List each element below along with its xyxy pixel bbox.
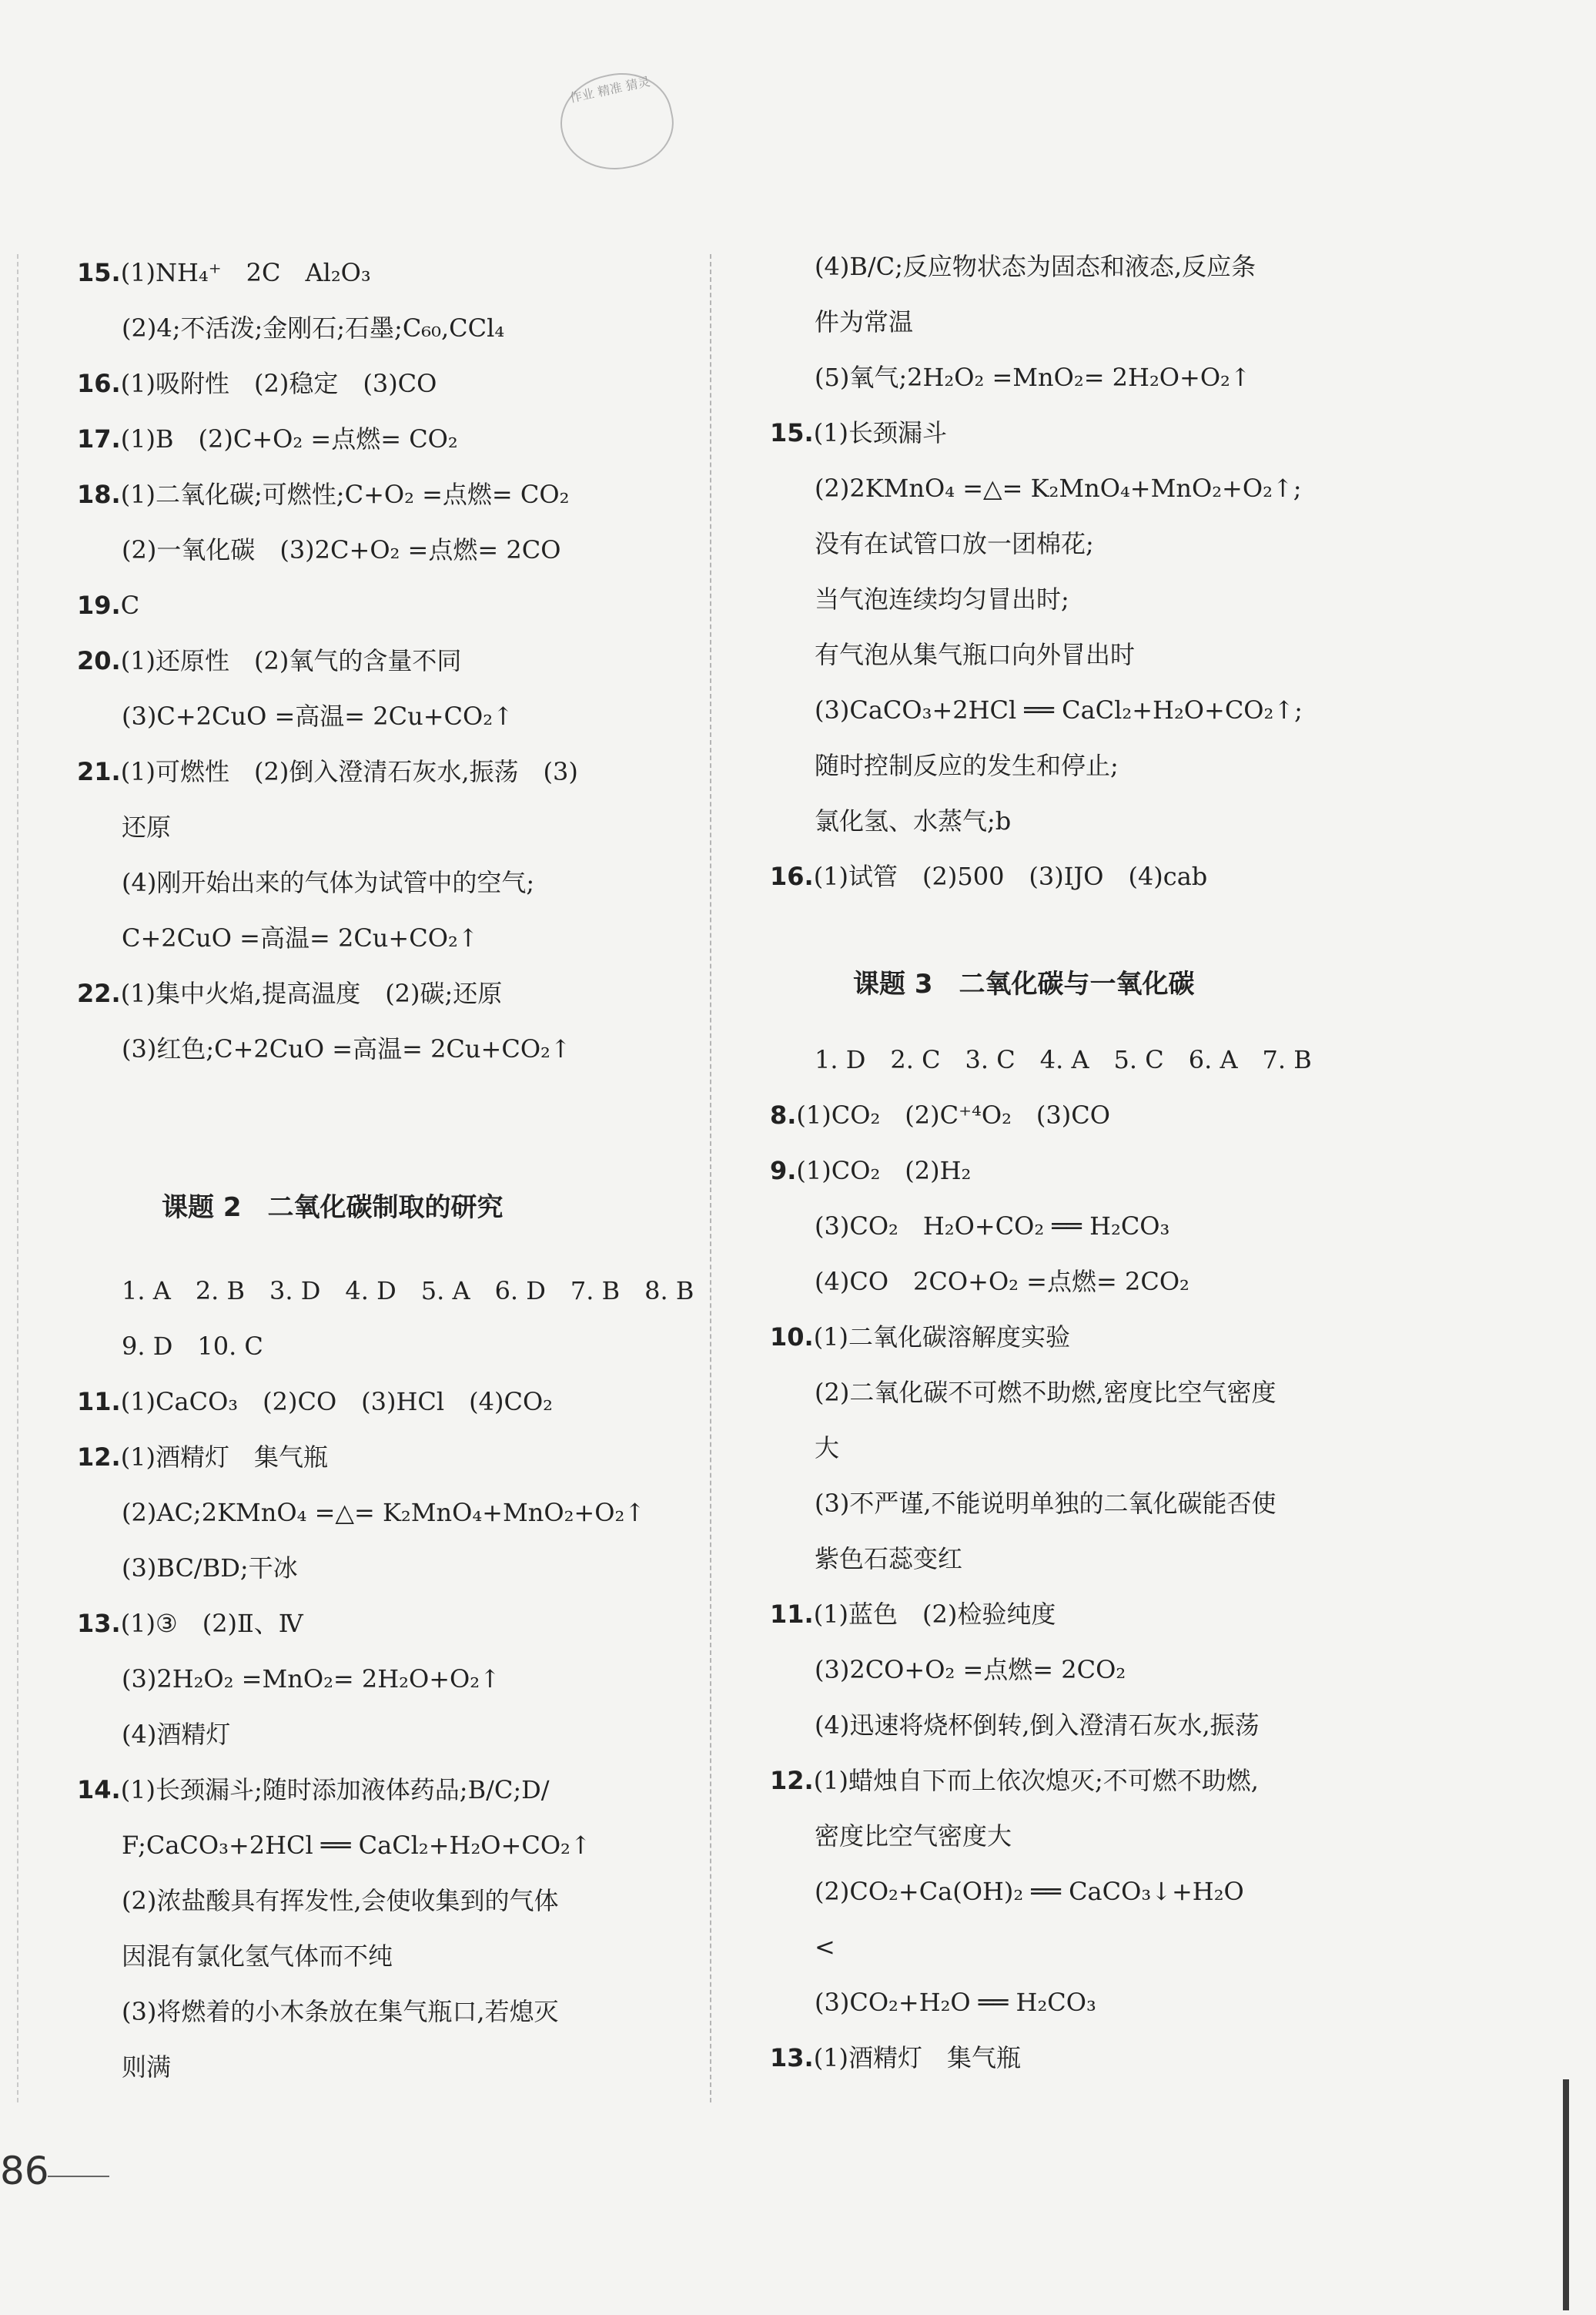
answer-line: [77, 245, 371, 300]
answer-text: 没有在试管口放一团棉花;: [815, 529, 1094, 558]
answer-text: (4)酒精灯: [122, 1720, 231, 1749]
answer-line: [770, 1531, 962, 1586]
answer-line: [77, 411, 458, 467]
question-number: 19.: [77, 591, 121, 620]
answer-text: (1)酒精灯 集气瓶: [120, 1442, 329, 1472]
answer-text: (5)氧气;2H₂O₂ =MnO₂= 2H₂O+O₂↑: [815, 363, 1251, 392]
answer-text: (1)NH₄⁺ 2C Al₂O₃: [120, 258, 371, 287]
answer-line: [77, 1263, 694, 1318]
answer-text: (2)4;不活泼;金刚石;石墨;C₆₀,CCl₄: [122, 313, 505, 343]
answer-text: 还原: [122, 812, 172, 842]
answer-line: [77, 467, 569, 522]
answer-line: [770, 1032, 1312, 1087]
page-number: 86: [0, 2149, 49, 2193]
column-divider: [710, 254, 711, 2102]
answer-line: [770, 350, 1251, 405]
stamp-logo: [552, 63, 682, 180]
answer-line: [770, 1864, 1244, 1919]
answer-text: 9. D 10. C: [122, 1332, 263, 1361]
answer-line: [770, 1365, 1276, 1420]
question-number: 12.: [770, 1766, 814, 1795]
scan-edge-shadow: [1563, 2079, 1569, 2310]
question-number: 21.: [77, 757, 121, 786]
answer-text: (1)二氧化碳溶解度实验: [813, 1322, 1071, 1352]
answer-text: 大: [815, 1433, 840, 1462]
answer-line: [77, 578, 139, 633]
answer-line: [770, 1198, 1169, 1254]
answer-line: [770, 1919, 835, 1975]
question-number: 10.: [770, 1322, 814, 1352]
question-number: 16.: [77, 369, 121, 398]
answer-line: [770, 1975, 1096, 2030]
answer-line: [770, 461, 1302, 516]
answer-text: 密度比空气密度大: [815, 1821, 1012, 1851]
answer-line: [77, 1021, 571, 1077]
answer-text: (4)刚开始出来的气体为试管中的空气;: [122, 868, 535, 897]
answer-text: F;CaCO₃+2HCl ══ CaCl₂+H₂O+CO₂↑: [122, 1831, 591, 1860]
answer-text: (3)C+2CuO =高温= 2Cu+CO₂↑: [122, 702, 514, 731]
answer-text: 紫色石蕊变红: [815, 1544, 963, 1573]
answer-line: [770, 239, 1256, 294]
answer-text: (3)CO₂+H₂O ══ H₂CO₃: [815, 1988, 1096, 2017]
answer-text: (1)可燃性 (2)倒入澄清石灰水,振荡 (3): [120, 757, 578, 786]
answer-text: (3)2H₂O₂ =MnO₂= 2H₂O+O₂↑: [122, 1664, 500, 1694]
stamp-text: 作业 精准 猜灵: [568, 74, 652, 106]
question-number: 22.: [77, 979, 121, 1008]
answer-line: [770, 516, 1094, 571]
answer-line: [770, 1642, 1126, 1697]
answer-text: (2)一氧化碳 (3)2C+O₂ =点燃= 2CO: [122, 535, 561, 565]
answer-line: [770, 1476, 1276, 1531]
answer-line: [770, 571, 1069, 627]
answer-line: [770, 738, 1119, 793]
answer-line: [77, 1817, 591, 1873]
answer-text: C+2CuO =高温= 2Cu+CO₂↑: [122, 923, 479, 953]
answer-text: 有气泡从集气瓶口向外冒出时: [815, 640, 1136, 669]
answer-text: (1)CO₂ (2)H₂: [796, 1156, 972, 1185]
answer-text: (1)二氧化碳;可燃性;C+O₂ =点燃= CO₂: [120, 480, 570, 509]
answer-text: (1)蜡烛自下而上依次熄灭;不可燃不助燃,: [813, 1766, 1259, 1795]
question-number: 13.: [77, 1609, 121, 1638]
page-number-rule: [48, 2176, 109, 2177]
answer-line: [770, 1309, 1070, 1365]
answer-text: (1)CaCO₃ (2)CO (3)HCl (4)CO₂: [120, 1387, 554, 1416]
answer-text: (3)CaCO₃+2HCl ══ CaCl₂+H₂O+CO₂↑;: [815, 695, 1303, 725]
answer-text: (1)B (2)C+O₂ =点燃= CO₂: [120, 424, 458, 454]
answer-line: [770, 1087, 1110, 1143]
answer-line: [77, 799, 171, 855]
answer-text: (4)CO 2CO+O₂ =点燃= 2CO₂: [815, 1267, 1189, 1296]
answer-line: [77, 910, 479, 966]
answer-text: 氯化氢、水蒸气;b: [815, 806, 1012, 836]
answer-text: (4)迅速将烧杯倒转,倒入澄清石灰水,振荡: [815, 1710, 1260, 1740]
question-number: 8.: [770, 1101, 797, 1130]
answer-line: [77, 300, 504, 356]
answer-line: [77, 1651, 500, 1707]
answer-line: [77, 688, 514, 744]
answer-text: (1)CO₂ (2)C⁺⁴O₂ (3)CO: [796, 1101, 1110, 1130]
question-number: 15.: [770, 418, 814, 447]
answer-line: [77, 1540, 298, 1596]
answer-line: [77, 1596, 303, 1651]
answer-line: [77, 1485, 645, 1540]
answer-line: [770, 1808, 1012, 1864]
section-heading-3: 课题 3 二氧化碳与一氧化碳: [853, 969, 1195, 1000]
answer-line: [770, 1143, 971, 1198]
answer-text: (3)2CO+O₂ =点燃= 2CO₂: [815, 1655, 1126, 1684]
answer-text: (1)蓝色 (2)检验纯度: [813, 1600, 1056, 1629]
answer-text: (2)CO₂+Ca(OH)₂ ══ CaCO₃↓+H₂O: [815, 1877, 1244, 1906]
answer-text: (1)长颈漏斗;随时添加液体药品;B/C;D/: [120, 1775, 550, 1804]
answer-line: [77, 1374, 553, 1429]
question-number: 17.: [77, 424, 121, 454]
question-number: 12.: [77, 1442, 121, 1472]
answer-text: 当气泡连续均匀冒出时;: [815, 585, 1069, 614]
answer-line: [770, 849, 1207, 904]
answer-text: (1)集中火焰,提高温度 (2)碳;还原: [120, 979, 503, 1008]
answer-text: (3)BC/BD;干冰: [122, 1553, 298, 1583]
answer-text: 件为常温: [815, 307, 914, 337]
answer-text: 1. D 2. C 3. C 4. A 5. C 6. A 7. B: [815, 1045, 1312, 1074]
answer-line: [770, 405, 947, 461]
question-number: 9.: [770, 1156, 797, 1185]
answer-text: (2)AC;2KMnO₄ =△= K₂MnO₄+MnO₂+O₂↑: [122, 1498, 646, 1527]
answer-line: [770, 1753, 1259, 1808]
answer-line: [77, 1318, 263, 1374]
answer-text: (1)长颈漏斗: [813, 418, 948, 447]
answer-text: C: [120, 591, 140, 620]
answer-line: [77, 1762, 550, 1817]
answer-text: 因混有氯化氢气体而不纯: [122, 1941, 393, 1971]
question-number: 13.: [770, 2043, 814, 2072]
answer-text: (3)不严谨,不能说明单独的二氧化碳能否使: [815, 1489, 1276, 1518]
section-heading-2: 课题 2 二氧化碳制取的研究: [162, 1192, 504, 1223]
question-number: 20.: [77, 646, 121, 675]
answer-line: [77, 855, 534, 910]
answer-text: (4)B/C;反应物状态为固态和液态,反应条: [815, 252, 1256, 281]
answer-line: [77, 356, 437, 411]
question-number: 11.: [770, 1600, 814, 1629]
answer-text: (1)③ (2)Ⅱ、Ⅳ: [120, 1609, 303, 1638]
answer-line: [770, 2030, 1021, 2086]
answer-line: [770, 1420, 839, 1476]
answer-text: 则满: [122, 2052, 172, 2082]
answer-text: (1)酒精灯 集气瓶: [813, 2043, 1022, 2072]
answer-line: [77, 1928, 393, 1984]
question-number: 14.: [77, 1775, 121, 1804]
answer-text: (3)CO₂ H₂O+CO₂ ══ H₂CO₃: [815, 1211, 1170, 1241]
answer-line: [77, 2039, 171, 2095]
answer-line: [770, 1586, 1056, 1642]
answer-text: 随时控制反应的发生和停止;: [815, 751, 1119, 780]
answer-line: [77, 633, 461, 688]
question-number: 16.: [770, 862, 814, 891]
question-number: 11.: [77, 1387, 121, 1416]
answer-line: [77, 744, 578, 799]
question-number: 18.: [77, 480, 121, 509]
question-number: 15.: [77, 258, 121, 287]
answer-line: [77, 1873, 559, 1928]
answer-text: (2)浓盐酸具有挥发性,会使收集到的气体: [122, 1886, 559, 1915]
answer-text: 1. A 2. B 3. D 4. D 5. A 6. D 7. B 8. B: [122, 1276, 694, 1305]
answer-text: (1)吸附性 (2)稳定 (3)CO: [120, 369, 437, 398]
margin-dash-line: [17, 254, 18, 2102]
answer-line: [77, 522, 560, 578]
answer-text: (1)还原性 (2)氧气的含量不同: [120, 646, 462, 675]
answer-line: [770, 682, 1303, 738]
answer-text: <: [815, 1932, 835, 1962]
answer-line: [77, 1707, 230, 1762]
answer-line: [77, 1984, 559, 2039]
answer-line: [770, 294, 913, 350]
answer-text: (3)红色;C+2CuO =高温= 2Cu+CO₂↑: [122, 1034, 571, 1064]
answer-text: (2)2KMnO₄ =△= K₂MnO₄+MnO₂+O₂↑;: [815, 474, 1302, 503]
answer-line: [77, 1429, 328, 1485]
answer-line: [770, 627, 1135, 682]
answer-line: [770, 793, 1011, 849]
answer-line: [770, 1697, 1260, 1753]
answer-text: (1)试管 (2)500 (3)IJO (4)cab: [813, 862, 1208, 891]
answer-line: [77, 966, 502, 1021]
answer-text: (2)二氧化碳不可燃不助燃,密度比空气密度: [815, 1378, 1276, 1407]
answer-text: (3)将燃着的小木条放在集气瓶口,若熄灭: [122, 1997, 559, 2026]
answer-line: [770, 1254, 1189, 1309]
